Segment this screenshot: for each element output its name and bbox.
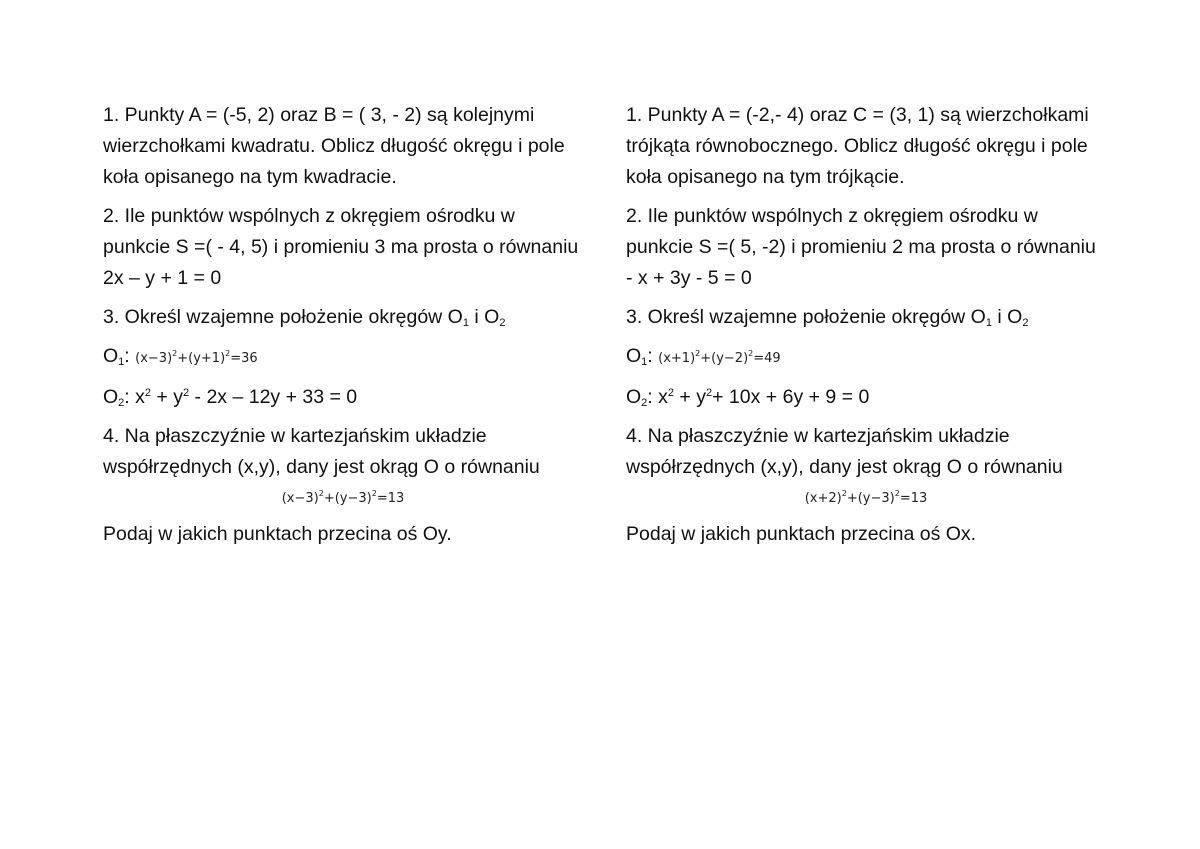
task-4-text: 4. Na płaszczyźnie w kartezjańskim układzie współrzędnych (x,y), dany jest okrąg O o równaniu — [103, 425, 540, 478]
task-2-text: 2. Ile punktów wspólnych z okręgiem ośrodku w punkcie S =( - 4, 5) i promieniu 3 ma prosta o równaniu 2x – y + 1 = 0 — [103, 205, 579, 289]
circle-o1-equation: $O_1$: $(x+1)^2+(y-2)^2=49$ — [626, 345, 781, 368]
task-4-text: 4. Na płaszczyźnie w kartezjańskim układzie współrzędnych (x,y), dany jest okrąg O o równaniu — [626, 425, 1063, 478]
task-2-text: 2. Ile punktów wspólnych z okręgiem ośrodku w punkcie S =( 5, -2) i promieniu 2 ma prosta o równaniu - x + 3y - 5 = 0 — [626, 205, 1096, 289]
task-1-text: 1. Punkty A = (-5, 2) oraz B = ( 3, - 2) są kolejnymi wierzchołkami kwadratu. Oblicz długość okręgu i pole koła opisanego na tym kwadracie. — [103, 104, 565, 188]
circle-o1-equation: $O_1$: $(x-3)^2+(y+1)^2=36$ — [103, 345, 258, 368]
task-4-question: Podaj w jakich punktach przecina oś Oy. — [103, 523, 452, 545]
circle-o2-equation: $O_2$: $x^2 + y^2+ 10x + 6y + 9 = 0$ — [626, 386, 870, 409]
task-4-equation: $(x+2)^2+(y-3)^2=13$ — [804, 489, 928, 506]
task-4-question: Podaj w jakich punktach przecina oś Ox. — [626, 523, 977, 545]
left-column — [103, 100, 583, 558]
task-3-text: 3. Określ wzajemne położenie okręgów $O_1$ i $O_2$ — [626, 306, 1029, 329]
task-1-text: 1. Punkty A = (-2,- 4) oraz C = (3, 1) są wierzchołkami trójkąta równobocznego. Oblicz długość okręgu i pole koła opisanego na tym trójkącie. — [626, 104, 1089, 188]
task-4-equation: $(x-3)^2+(y-3)^2=13$ — [281, 489, 405, 506]
right-column — [626, 100, 1106, 558]
circle-o2-equation: $O_2$: $x^2 + y^2 - 2x - 12y + 33 = 0$ — [103, 386, 358, 409]
task-3-text: 3. Określ wzajemne położenie okręgów $O_1$ i $O_2$ — [103, 306, 506, 329]
